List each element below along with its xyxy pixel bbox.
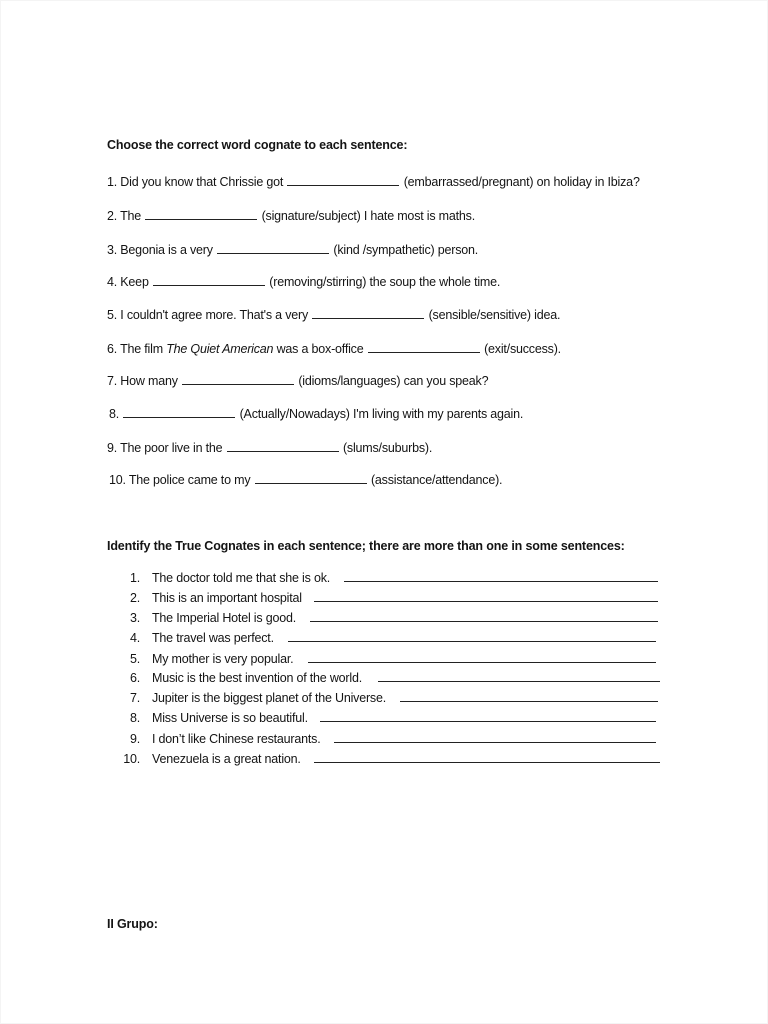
item-sentence: This is an important hospital (152, 591, 302, 605)
item-text-before: 10. The police came to my (109, 473, 251, 487)
answer-blank[interactable] (153, 274, 265, 286)
item-sentence: Music is the best invention of the world. (152, 671, 362, 685)
answer-line[interactable] (310, 621, 658, 622)
answer-blank[interactable] (145, 208, 257, 220)
item-sentence: The doctor told me that she is ok. (152, 571, 331, 585)
item-sentence: Venezuela is a great nation. (152, 752, 301, 766)
answer-blank[interactable] (255, 472, 367, 484)
item-text-before: 7. How many (107, 374, 178, 388)
answer-blank[interactable] (368, 341, 480, 353)
item-text-after: (removing/stirring) the soup the whole time. (269, 275, 501, 289)
answer-blank[interactable] (182, 373, 294, 385)
section1-heading: Choose the correct word cognate to each sentence: (107, 138, 408, 152)
item-text-before: 3. Begonia is a very (107, 243, 213, 257)
section1-item (107, 341, 561, 356)
item-number: 6. (129, 671, 140, 685)
item-text-after: (assistance/attendance). (370, 473, 503, 487)
item-sentence: The travel was perfect. (152, 631, 274, 645)
group-label: II Grupo: (107, 917, 158, 931)
item-text-before: 1. Did you know that Chrissie got (107, 175, 284, 189)
item-number: 10. (123, 752, 140, 766)
answer-line[interactable] (344, 581, 658, 582)
item-text-after: (idioms/languages) can you speak? (298, 374, 489, 388)
item-text-after: (exit/success). (484, 342, 561, 356)
section1-item (107, 274, 500, 289)
answer-blank[interactable] (312, 307, 424, 319)
item-text-before: 2. The (107, 209, 142, 223)
answer-line[interactable] (400, 701, 658, 702)
section1-item (107, 208, 475, 223)
section1-item (107, 373, 488, 388)
answer-line[interactable] (378, 681, 660, 682)
answer-line[interactable] (288, 641, 656, 642)
item-text-after: (Actually/Nowadays) I'm living with my parents again. (239, 407, 524, 421)
item-sentence: My mother is very popular. (152, 652, 294, 666)
item-text-before: 5. I couldn't agree more. That's a very (107, 308, 309, 322)
item-number: 8. (129, 711, 140, 725)
answer-blank[interactable] (227, 440, 339, 452)
section1-item (107, 242, 478, 257)
item-number: 3. (129, 611, 140, 625)
item-text-middle: was a box-office (276, 342, 364, 356)
item-text-after: (signature/subject) I hate most is maths. (261, 209, 475, 223)
answer-blank[interactable] (123, 406, 235, 418)
section1-item (107, 307, 560, 322)
answer-line[interactable] (334, 742, 656, 743)
answer-line[interactable] (314, 601, 658, 602)
section1-item (107, 174, 640, 189)
item-number: 4. (129, 631, 140, 645)
answer-line[interactable] (314, 762, 660, 763)
item-text-after: (kind /sympathetic) person. (333, 243, 479, 257)
section2-heading: Identify the True Cognates in each sentence; there are more than one in some sentences: (107, 539, 625, 553)
film-title: The Quiet American (166, 342, 274, 356)
item-sentence: Miss Universe is so beautiful. (152, 711, 308, 725)
item-text-after: (sensible/sensitive) idea. (428, 308, 561, 322)
item-number: 7. (129, 691, 140, 705)
item-text-before: 9. The poor live in the (107, 441, 223, 455)
item-text-before: 6. The film (107, 342, 163, 356)
section1-item (109, 472, 502, 487)
item-number: 9. (129, 732, 140, 746)
item-text-before: 8. (109, 407, 120, 421)
item-sentence: I don’t like Chinese restaurants. (152, 732, 321, 746)
item-text-after: (slums/suburbs). (342, 441, 433, 455)
answer-blank[interactable] (217, 242, 329, 254)
item-number: 5. (129, 652, 140, 666)
answer-line[interactable] (320, 721, 656, 722)
answer-line[interactable] (308, 662, 656, 663)
item-sentence: Jupiter is the biggest planet of the Universe. (152, 691, 386, 705)
item-number: 1. (129, 571, 140, 585)
item-text-before: 4. Keep (107, 275, 149, 289)
answer-blank[interactable] (287, 174, 399, 186)
item-sentence: The Imperial Hotel is good. (152, 611, 296, 625)
item-number: 2. (129, 591, 140, 605)
section1-item (109, 406, 523, 421)
section1-item (107, 440, 432, 455)
item-text-after: (embarrassed/pregnant) on holiday in Ibiza? (403, 175, 640, 189)
